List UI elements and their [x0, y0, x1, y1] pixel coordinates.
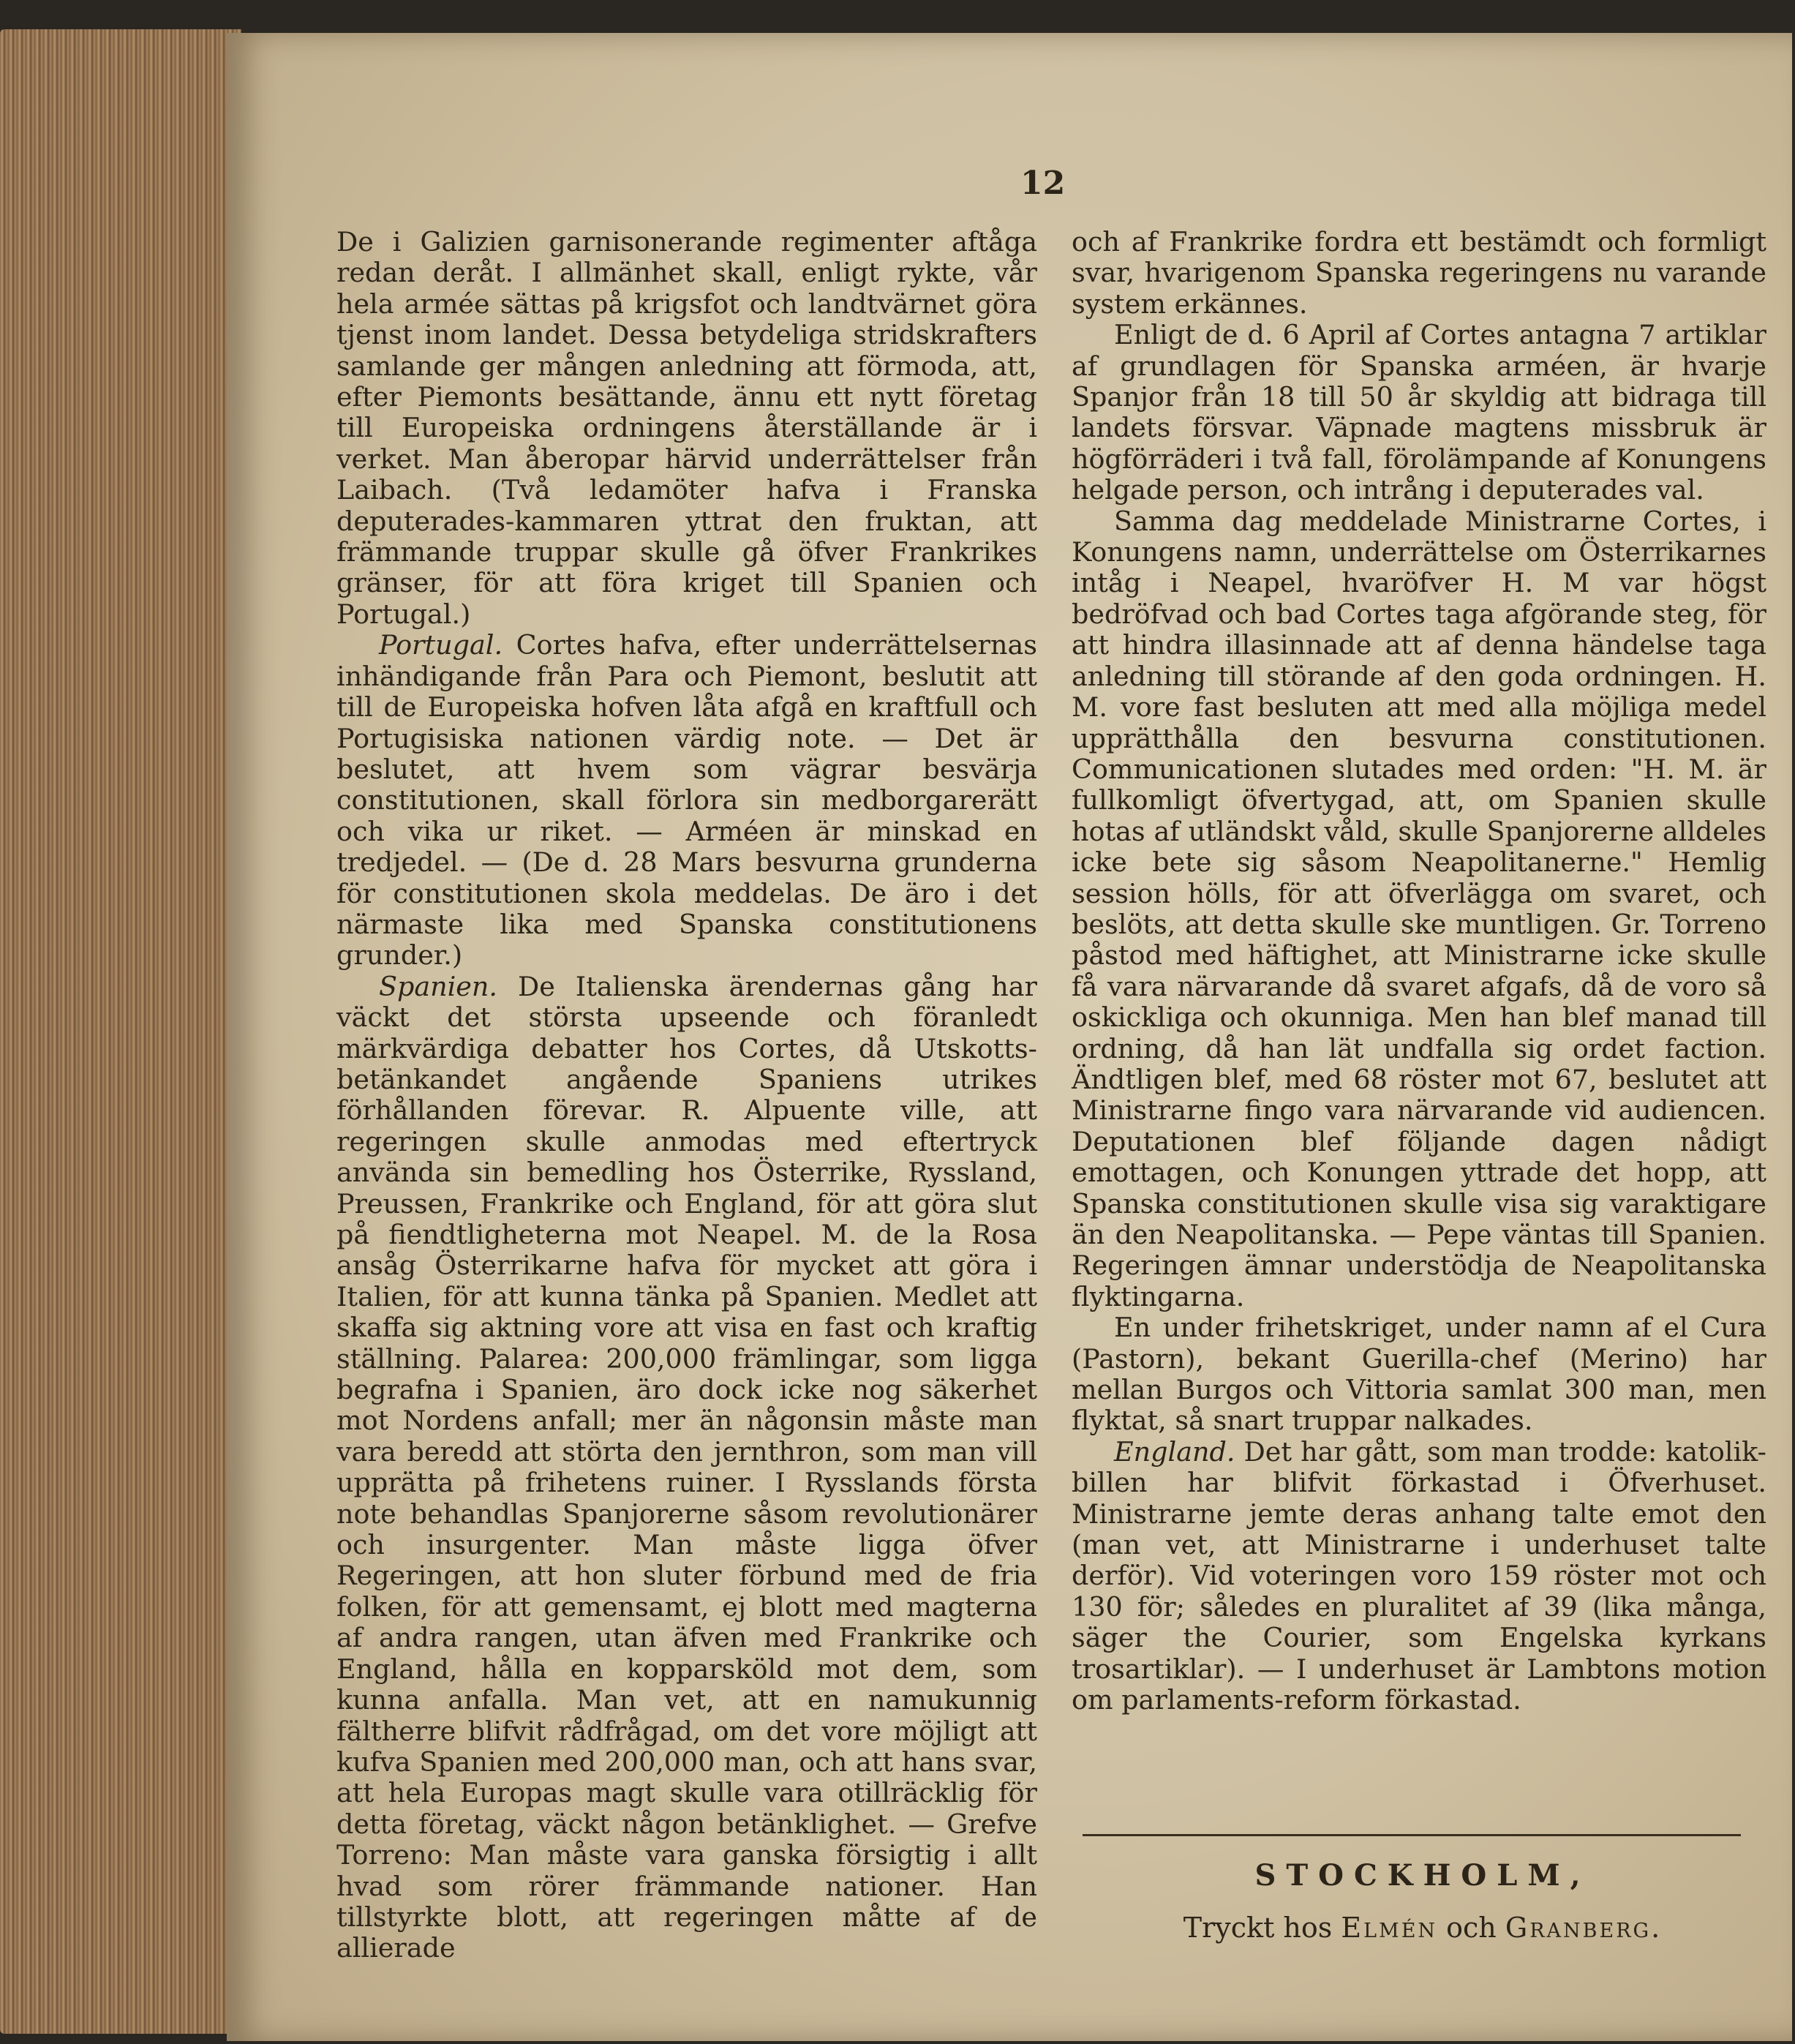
book-page: [227, 33, 1792, 2041]
england-heading: England.: [1114, 1435, 1235, 1468]
imprint-divider: [1083, 1834, 1741, 1836]
imprint-city: STOCKHOLM,: [1254, 1858, 1591, 1893]
imprint-printer-1: Elmén: [1341, 1912, 1438, 1944]
left-paragraph-1: De i Galizien garnisonerande regimenter aftåga redan deråt. I allmänhet skall, enligt rykte, vår hela armée sättas på krigsfot och landtvärnet göra tjenst inom landet. Dessa betydeliga stridskrafters samlande ger mången anledning att förmoda, att, efter Piemonts besättande, ännu ett nytt företag till Europeiska ordningens återställande är i verket. Man åberopar härvid underrättelser från Laibach. (Två ledamöter hafva i Franska deputerades-kammaren yttrat den fruktan, att främmande truppar skulle gå öfver Frankrikes gränser, för att föra kriget till Spanien och Portugal.): [336, 226, 1037, 630]
right-paragraph-1: och af Frankrike fordra ett bestämdt och formligt svar, hvarigenom Spanska regeringens nu varande system erkännes.: [1072, 226, 1766, 320]
portugal-heading: Portugal.: [379, 629, 503, 661]
spanien-paragraph: [336, 972, 1037, 1964]
right-paragraph-2: Enligt de d. 6 April af Cortes antagna 7 artiklar af grundlagen för Spanska arméen, är hvarje Spanjor från 18 till 50 år skyldig att bidraga till landets försvar. Väpnade magtens missbruk är högförräderi i två fall, förolämpande af Konungens helgade person, och intrång i deputerades val.: [1072, 319, 1766, 506]
portugal-text: Cortes hafva, efter underrättelsernas inhändigande från Para och Piemont, beslutit att till de Europeiska hofven låta afgå en kraftfull och Portugisiska nationen värdig note. — Det är beslutet, att hvem som vägrar besvärja constitutionen, skall förlora sin medborgarerätt och vika ur riket. — Arméen är minskad en tredjedel. — (De d. 28 Mars besvurna grunderna för constitutionen skola meddelas. De äro i det närmaste lika med Spanska constitutionens grunder.): [336, 629, 1037, 972]
page-number: 12: [1020, 165, 1066, 202]
right-column: [1072, 227, 1766, 1716]
spanien-heading: Spanien.: [379, 970, 498, 1002]
imprint-printed-by: Tryckt hos: [1183, 1912, 1333, 1944]
book-page-edges: [0, 29, 241, 2034]
england-paragraph: [1072, 1437, 1766, 1716]
imprint-and: och: [1446, 1912, 1497, 1944]
england-text: Det har gått, som man trodde: katolik-billen har blifvit förkastad i Öfverhuset. Ministrarne jemte deras anhang talte emot den (man vet, att Ministrarne i underhuset talte derför). Vid voteringen voro 159 röster mot och 130 för; således en pluralitet af 39 (lika många, säger the Courier, som Engelska kyrkans trosartiklar). — I underhuset är Lambtons motion om parlaments-reform förkastad.: [1072, 1435, 1766, 1716]
portugal-paragraph: [336, 630, 1037, 971]
left-column: [336, 227, 1037, 1964]
right-paragraph-4: En under frihetskriget, under namn af el Cura (Pastorn), bekant Guerilla-chef (Merino) har mellan Burgos och Vittoria samlat 300 man, men flyktat, så snart truppar nalkades.: [1072, 1312, 1766, 1437]
imprint-printer-2: Granberg.: [1505, 1912, 1663, 1944]
right-paragraph-3: Samma dag meddelade Ministrarne Cortes, i Konungens namn, underrättelse om Österrikarnes intåg i Neapel, hvaröfver H. M var högst bedröfvad och bad Cortes taga afgörande steg, för att hindra illasinnade att af denna händelse taga anledning till störande af den goda ordningen. H. M. vore fast besluten att med alla möjliga medel upprätthålla den besvurna constitutionen. Communicationen slutades med orden: "H. M. är fullkomligt öfvertygad, att, om Spanien skulle hotas af utländskt våld, skulle Spanjorerne alldeles icke bete sig såsom Neapolitanerne." Hemlig session hölls, för att öfverlägga om svaret, och beslöts, att detta skulle ske muntligen. Gr. Torreno påstod med häftighet, att Ministrarne icke skulle få vara närvarande då svaret afgafs, då de voro så oskickliga och okunniga. Men han blef manad till ordning, då han lät undfalla sig ordet faction. Ändtligen blef, med 68 röster mot 67, beslutet att Ministrarne fingo vara närvarande vid audiencen. Deputationen blef följande dagen nådigt emottagen, och Konungen yttrade det hopp, att Spanska constitutionen skulle visa sig varaktigare än den Neapolitanska. — Pepe väntas till Spanien. Regeringen ämnar understödja de Neapolitanska flyktingarna.: [1072, 505, 1766, 1312]
imprint-printer-line: [1075, 1912, 1770, 1944]
spanien-text: De Italienska ärendernas gång har väckt det största upseende och föranledt märkvärdiga debatter hos Cortes, då Utskotts-betänkandet angående Spaniens utrikes förhållanden förevar. R. Alpuente ville, att regeringen skulle anmodas med eftertryck använda sin bemedling hos Österrike, Ryssland, Preussen, Frankrike och England, för att göra slut på fiendtligheterna mot Neapel. M. de la Rosa ansåg Österrikarne hafva för mycket att göra i Italien, för att kunna tänka på Spanien. Medlet att skaffa sig aktning vore att visa en fast och kraftig ställning. Palarea: 200,000 främlingar, som ligga begrafna i Spanien, äro dock icke nog säkerhet mot Nordens anfall; mer än någonsin måste man vara beredd att störta den jernthron, som man vill upprätta på frihetens ruiner. I Rysslands första note behandlas Spanjorerne såsom revolutionärer och insurgenter. Man måste ligga öfver Regeringen, att hon sluter förbund med de fria folken, för att gemensamt, ej blott med magterna af andra rangen, utan äfven med Frankrike och England, hålla en kopparsköld mot dem, som kunna anfalla. Man vet, att en namukunnig fältherre blifvit rådfrågad, om det vore möjligt att kufva Spanien med 200,000 man, och att hans svar, att hela Europas magt skulle vara otillräcklig för detta företag, väckt någon betänklighet. — Grefve Torreno: Man måste vara ganska försigtig i allt hvad som rörer främmande nationer. Han tillstyrkte blott, att regeringen måtte af de allierade: [336, 970, 1037, 1964]
